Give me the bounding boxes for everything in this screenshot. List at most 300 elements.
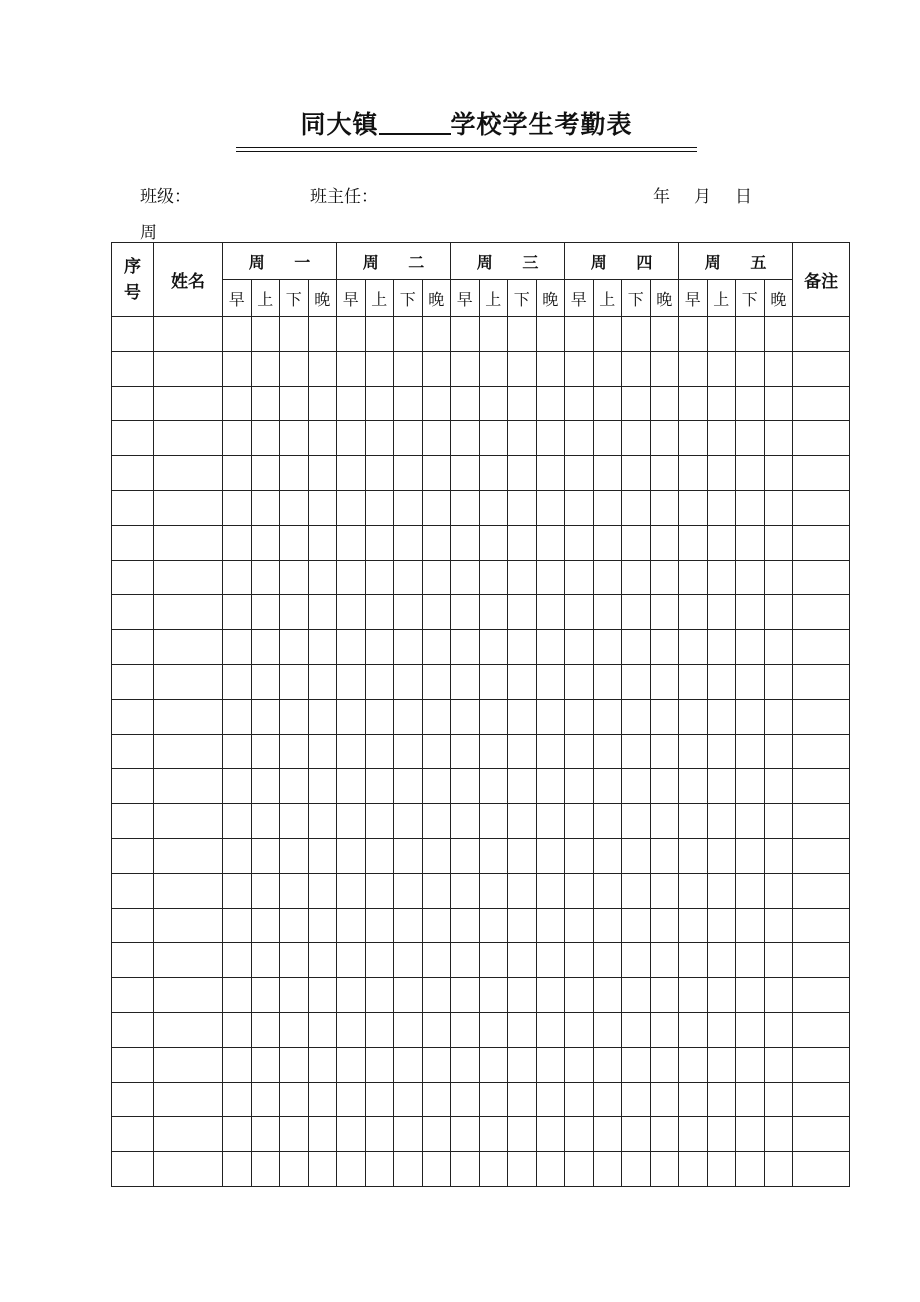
table-cell[interactable]: [223, 769, 252, 804]
table-cell[interactable]: [280, 421, 309, 456]
table-cell[interactable]: [565, 456, 594, 491]
table-cell[interactable]: [154, 317, 223, 352]
table-cell[interactable]: [365, 769, 394, 804]
table-cell[interactable]: [365, 595, 394, 630]
table-cell[interactable]: [365, 386, 394, 421]
table-cell[interactable]: [565, 664, 594, 699]
table-cell[interactable]: [736, 734, 765, 769]
table-cell[interactable]: [394, 699, 423, 734]
table-cell[interactable]: [365, 1012, 394, 1047]
table-cell[interactable]: [154, 630, 223, 665]
table-cell[interactable]: [508, 1117, 537, 1152]
table-cell[interactable]: [422, 699, 451, 734]
table-cell[interactable]: [422, 317, 451, 352]
table-cell[interactable]: [536, 351, 565, 386]
table-cell[interactable]: [565, 1152, 594, 1187]
table-cell[interactable]: [736, 1117, 765, 1152]
table-cell[interactable]: [280, 943, 309, 978]
table-cell[interactable]: [223, 1117, 252, 1152]
table-cell[interactable]: [650, 456, 679, 491]
table-cell[interactable]: [422, 525, 451, 560]
table-cell[interactable]: [736, 630, 765, 665]
table-cell[interactable]: [650, 978, 679, 1013]
table-cell[interactable]: [394, 1117, 423, 1152]
table-cell[interactable]: [479, 630, 508, 665]
table-cell[interactable]: [394, 1082, 423, 1117]
table-cell[interactable]: [679, 490, 708, 525]
table-cell[interactable]: [593, 386, 622, 421]
table-cell[interactable]: [508, 804, 537, 839]
table-cell[interactable]: [337, 978, 366, 1013]
table-cell[interactable]: [451, 664, 480, 699]
table-cell[interactable]: [793, 421, 850, 456]
table-cell[interactable]: [479, 699, 508, 734]
table-cell[interactable]: [280, 1152, 309, 1187]
table-cell[interactable]: [650, 838, 679, 873]
table-cell[interactable]: [736, 386, 765, 421]
table-cell[interactable]: [308, 1012, 337, 1047]
table-cell[interactable]: [508, 630, 537, 665]
table-cell[interactable]: [508, 1047, 537, 1082]
table-cell[interactable]: [536, 978, 565, 1013]
table-cell[interactable]: [280, 490, 309, 525]
table-cell[interactable]: [679, 943, 708, 978]
table-cell[interactable]: [707, 630, 736, 665]
table-cell[interactable]: [251, 1047, 280, 1082]
table-cell[interactable]: [308, 699, 337, 734]
table-cell[interactable]: [764, 525, 793, 560]
table-cell[interactable]: [707, 351, 736, 386]
table-cell[interactable]: [394, 769, 423, 804]
table-cell[interactable]: [707, 560, 736, 595]
table-cell[interactable]: [679, 769, 708, 804]
table-cell[interactable]: [736, 978, 765, 1013]
table-cell[interactable]: [793, 769, 850, 804]
table-cell[interactable]: [679, 595, 708, 630]
table-cell[interactable]: [451, 317, 480, 352]
table-cell[interactable]: [394, 873, 423, 908]
table-cell[interactable]: [679, 838, 708, 873]
table-cell[interactable]: [154, 838, 223, 873]
table-cell[interactable]: [593, 943, 622, 978]
table-cell[interactable]: [593, 421, 622, 456]
table-cell[interactable]: [308, 1047, 337, 1082]
table-cell[interactable]: [365, 1117, 394, 1152]
table-cell[interactable]: [479, 1082, 508, 1117]
table-cell[interactable]: [707, 1047, 736, 1082]
table-cell[interactable]: [337, 630, 366, 665]
table-cell[interactable]: [679, 1117, 708, 1152]
table-cell[interactable]: [112, 908, 154, 943]
table-cell[interactable]: [622, 978, 651, 1013]
table-cell[interactable]: [394, 908, 423, 943]
table-cell[interactable]: [308, 1152, 337, 1187]
table-cell[interactable]: [112, 456, 154, 491]
table-cell[interactable]: [422, 351, 451, 386]
table-cell[interactable]: [337, 490, 366, 525]
table-cell[interactable]: [154, 873, 223, 908]
table-cell[interactable]: [650, 490, 679, 525]
table-cell[interactable]: [337, 1047, 366, 1082]
table-cell[interactable]: [154, 351, 223, 386]
table-cell[interactable]: [736, 525, 765, 560]
table-cell[interactable]: [736, 1047, 765, 1082]
table-cell[interactable]: [793, 1012, 850, 1047]
table-cell[interactable]: [650, 317, 679, 352]
table-cell[interactable]: [394, 386, 423, 421]
table-cell[interactable]: [112, 351, 154, 386]
table-cell[interactable]: [479, 525, 508, 560]
table-cell[interactable]: [622, 386, 651, 421]
table-cell[interactable]: [536, 769, 565, 804]
table-cell[interactable]: [536, 908, 565, 943]
table-cell[interactable]: [308, 456, 337, 491]
table-cell[interactable]: [508, 317, 537, 352]
table-cell[interactable]: [394, 351, 423, 386]
table-cell[interactable]: [593, 1012, 622, 1047]
table-cell[interactable]: [308, 630, 337, 665]
table-cell[interactable]: [622, 1117, 651, 1152]
table-cell[interactable]: [793, 386, 850, 421]
table-cell[interactable]: [536, 873, 565, 908]
table-cell[interactable]: [650, 1117, 679, 1152]
table-cell[interactable]: [154, 804, 223, 839]
table-cell[interactable]: [622, 560, 651, 595]
table-cell[interactable]: [764, 1082, 793, 1117]
table-cell[interactable]: [280, 804, 309, 839]
table-cell[interactable]: [707, 1012, 736, 1047]
table-cell[interactable]: [422, 943, 451, 978]
table-cell[interactable]: [536, 664, 565, 699]
table-cell[interactable]: [622, 838, 651, 873]
table-cell[interactable]: [451, 490, 480, 525]
table-cell[interactable]: [479, 1152, 508, 1187]
table-cell[interactable]: [679, 804, 708, 839]
table-cell[interactable]: [593, 317, 622, 352]
table-cell[interactable]: [451, 421, 480, 456]
table-cell[interactable]: [365, 456, 394, 491]
table-cell[interactable]: [112, 595, 154, 630]
table-cell[interactable]: [308, 421, 337, 456]
table-cell[interactable]: [365, 525, 394, 560]
table-cell[interactable]: [764, 804, 793, 839]
table-cell[interactable]: [536, 1082, 565, 1117]
table-cell[interactable]: [622, 699, 651, 734]
table-cell[interactable]: [280, 525, 309, 560]
table-cell[interactable]: [508, 978, 537, 1013]
table-cell[interactable]: [112, 699, 154, 734]
table-cell[interactable]: [422, 456, 451, 491]
table-cell[interactable]: [679, 908, 708, 943]
table-cell[interactable]: [223, 1152, 252, 1187]
table-cell[interactable]: [565, 630, 594, 665]
table-cell[interactable]: [536, 838, 565, 873]
table-cell[interactable]: [223, 595, 252, 630]
table-cell[interactable]: [365, 943, 394, 978]
table-cell[interactable]: [223, 630, 252, 665]
table-cell[interactable]: [622, 525, 651, 560]
table-cell[interactable]: [650, 630, 679, 665]
table-cell[interactable]: [707, 734, 736, 769]
table-cell[interactable]: [308, 490, 337, 525]
table-cell[interactable]: [223, 1047, 252, 1082]
table-cell[interactable]: [251, 386, 280, 421]
table-cell[interactable]: [308, 838, 337, 873]
table-cell[interactable]: [479, 1047, 508, 1082]
table-cell[interactable]: [679, 734, 708, 769]
table-cell[interactable]: [593, 769, 622, 804]
table-cell[interactable]: [565, 838, 594, 873]
table-cell[interactable]: [451, 769, 480, 804]
table-cell[interactable]: [764, 908, 793, 943]
table-cell[interactable]: [154, 595, 223, 630]
table-cell[interactable]: [451, 873, 480, 908]
table-cell[interactable]: [422, 490, 451, 525]
table-cell[interactable]: [764, 838, 793, 873]
table-cell[interactable]: [251, 351, 280, 386]
table-cell[interactable]: [508, 1152, 537, 1187]
table-cell[interactable]: [394, 664, 423, 699]
table-cell[interactable]: [422, 1152, 451, 1187]
table-cell[interactable]: [223, 978, 252, 1013]
table-cell[interactable]: [251, 595, 280, 630]
table-cell[interactable]: [650, 908, 679, 943]
table-cell[interactable]: [365, 838, 394, 873]
table-cell[interactable]: [736, 908, 765, 943]
table-cell[interactable]: [280, 1012, 309, 1047]
table-cell[interactable]: [622, 1047, 651, 1082]
table-cell[interactable]: [365, 1082, 394, 1117]
table-cell[interactable]: [308, 595, 337, 630]
table-cell[interactable]: [154, 525, 223, 560]
table-cell[interactable]: [251, 630, 280, 665]
table-cell[interactable]: [451, 1082, 480, 1117]
table-cell[interactable]: [793, 943, 850, 978]
table-cell[interactable]: [650, 664, 679, 699]
table-cell[interactable]: [508, 456, 537, 491]
table-cell[interactable]: [280, 317, 309, 352]
table-cell[interactable]: [251, 490, 280, 525]
table-cell[interactable]: [451, 804, 480, 839]
table-cell[interactable]: [764, 317, 793, 352]
table-cell[interactable]: [565, 421, 594, 456]
table-cell[interactable]: [793, 873, 850, 908]
table-cell[interactable]: [223, 560, 252, 595]
table-cell[interactable]: [422, 1082, 451, 1117]
table-cell[interactable]: [650, 1082, 679, 1117]
table-cell[interactable]: [337, 908, 366, 943]
table-cell[interactable]: [251, 873, 280, 908]
table-cell[interactable]: [479, 943, 508, 978]
table-cell[interactable]: [154, 1082, 223, 1117]
table-cell[interactable]: [764, 1012, 793, 1047]
table-cell[interactable]: [565, 595, 594, 630]
table-cell[interactable]: [223, 490, 252, 525]
table-cell[interactable]: [764, 1047, 793, 1082]
table-cell[interactable]: [508, 838, 537, 873]
table-cell[interactable]: [251, 908, 280, 943]
table-cell[interactable]: [112, 1082, 154, 1117]
table-cell[interactable]: [451, 943, 480, 978]
table-cell[interactable]: [154, 978, 223, 1013]
table-cell[interactable]: [154, 664, 223, 699]
table-cell[interactable]: [536, 630, 565, 665]
table-cell[interactable]: [308, 734, 337, 769]
table-cell[interactable]: [280, 734, 309, 769]
table-cell[interactable]: [793, 560, 850, 595]
table-cell[interactable]: [337, 386, 366, 421]
table-cell[interactable]: [764, 699, 793, 734]
table-cell[interactable]: [394, 1152, 423, 1187]
table-cell[interactable]: [536, 386, 565, 421]
table-cell[interactable]: [451, 838, 480, 873]
table-cell[interactable]: [536, 1152, 565, 1187]
table-cell[interactable]: [223, 1082, 252, 1117]
table-cell[interactable]: [707, 525, 736, 560]
table-cell[interactable]: [536, 943, 565, 978]
table-cell[interactable]: [251, 978, 280, 1013]
table-cell[interactable]: [479, 978, 508, 1013]
table-cell[interactable]: [365, 664, 394, 699]
table-cell[interactable]: [736, 838, 765, 873]
table-cell[interactable]: [650, 943, 679, 978]
table-cell[interactable]: [112, 1117, 154, 1152]
table-cell[interactable]: [422, 873, 451, 908]
table-cell[interactable]: [365, 1047, 394, 1082]
table-cell[interactable]: [793, 595, 850, 630]
table-cell[interactable]: [451, 978, 480, 1013]
table-cell[interactable]: [707, 386, 736, 421]
table-cell[interactable]: [508, 699, 537, 734]
table-cell[interactable]: [622, 317, 651, 352]
table-cell[interactable]: [679, 1012, 708, 1047]
table-cell[interactable]: [337, 873, 366, 908]
table-cell[interactable]: [707, 456, 736, 491]
table-cell[interactable]: [622, 908, 651, 943]
table-cell[interactable]: [508, 769, 537, 804]
table-cell[interactable]: [650, 873, 679, 908]
table-cell[interactable]: [650, 1152, 679, 1187]
table-cell[interactable]: [736, 490, 765, 525]
table-cell[interactable]: [365, 978, 394, 1013]
table-cell[interactable]: [280, 978, 309, 1013]
table-cell[interactable]: [793, 1082, 850, 1117]
table-cell[interactable]: [280, 699, 309, 734]
table-cell[interactable]: [536, 456, 565, 491]
table-cell[interactable]: [508, 560, 537, 595]
table-cell[interactable]: [650, 734, 679, 769]
table-cell[interactable]: [451, 1117, 480, 1152]
table-cell[interactable]: [565, 317, 594, 352]
table-cell[interactable]: [308, 908, 337, 943]
table-cell[interactable]: [508, 873, 537, 908]
table-cell[interactable]: [337, 525, 366, 560]
table-cell[interactable]: [422, 1012, 451, 1047]
table-cell[interactable]: [622, 1012, 651, 1047]
table-cell[interactable]: [422, 908, 451, 943]
table-cell[interactable]: [793, 630, 850, 665]
table-cell[interactable]: [622, 1152, 651, 1187]
table-cell[interactable]: [479, 734, 508, 769]
table-cell[interactable]: [422, 386, 451, 421]
table-cell[interactable]: [337, 804, 366, 839]
table-cell[interactable]: [764, 456, 793, 491]
table-cell[interactable]: [308, 1117, 337, 1152]
table-cell[interactable]: [764, 1117, 793, 1152]
table-cell[interactable]: [536, 804, 565, 839]
table-cell[interactable]: [365, 873, 394, 908]
table-cell[interactable]: [112, 1012, 154, 1047]
table-cell[interactable]: [593, 560, 622, 595]
table-cell[interactable]: [736, 560, 765, 595]
table-cell[interactable]: [337, 560, 366, 595]
table-cell[interactable]: [536, 595, 565, 630]
table-cell[interactable]: [536, 525, 565, 560]
table-cell[interactable]: [707, 317, 736, 352]
table-cell[interactable]: [223, 908, 252, 943]
table-cell[interactable]: [451, 386, 480, 421]
table-cell[interactable]: [112, 317, 154, 352]
table-cell[interactable]: [650, 421, 679, 456]
table-cell[interactable]: [679, 978, 708, 1013]
table-cell[interactable]: [736, 1012, 765, 1047]
table-cell[interactable]: [451, 1047, 480, 1082]
table-cell[interactable]: [154, 699, 223, 734]
table-cell[interactable]: [223, 943, 252, 978]
table-cell[interactable]: [650, 525, 679, 560]
table-cell[interactable]: [508, 351, 537, 386]
table-cell[interactable]: [793, 490, 850, 525]
table-cell[interactable]: [565, 769, 594, 804]
table-cell[interactable]: [223, 421, 252, 456]
table-cell[interactable]: [154, 1117, 223, 1152]
table-cell[interactable]: [508, 943, 537, 978]
table-cell[interactable]: [793, 456, 850, 491]
table-cell[interactable]: [679, 421, 708, 456]
table-cell[interactable]: [394, 1012, 423, 1047]
table-cell[interactable]: [536, 1047, 565, 1082]
table-cell[interactable]: [394, 317, 423, 352]
table-cell[interactable]: [337, 595, 366, 630]
table-cell[interactable]: [251, 838, 280, 873]
table-cell[interactable]: [593, 734, 622, 769]
table-cell[interactable]: [112, 421, 154, 456]
table-cell[interactable]: [280, 560, 309, 595]
table-cell[interactable]: [536, 734, 565, 769]
table-cell[interactable]: [764, 734, 793, 769]
table-cell[interactable]: [565, 699, 594, 734]
table-cell[interactable]: [308, 560, 337, 595]
table-cell[interactable]: [251, 943, 280, 978]
table-cell[interactable]: [793, 1047, 850, 1082]
table-cell[interactable]: [365, 1152, 394, 1187]
table-cell[interactable]: [154, 386, 223, 421]
table-cell[interactable]: [394, 978, 423, 1013]
table-cell[interactable]: [650, 351, 679, 386]
table-cell[interactable]: [251, 699, 280, 734]
table-cell[interactable]: [280, 838, 309, 873]
table-cell[interactable]: [593, 351, 622, 386]
table-cell[interactable]: [593, 804, 622, 839]
table-cell[interactable]: [508, 1012, 537, 1047]
table-cell[interactable]: [223, 386, 252, 421]
table-cell[interactable]: [622, 664, 651, 699]
table-cell[interactable]: [337, 456, 366, 491]
table-cell[interactable]: [793, 978, 850, 1013]
table-cell[interactable]: [365, 630, 394, 665]
table-cell[interactable]: [565, 351, 594, 386]
table-cell[interactable]: [394, 456, 423, 491]
